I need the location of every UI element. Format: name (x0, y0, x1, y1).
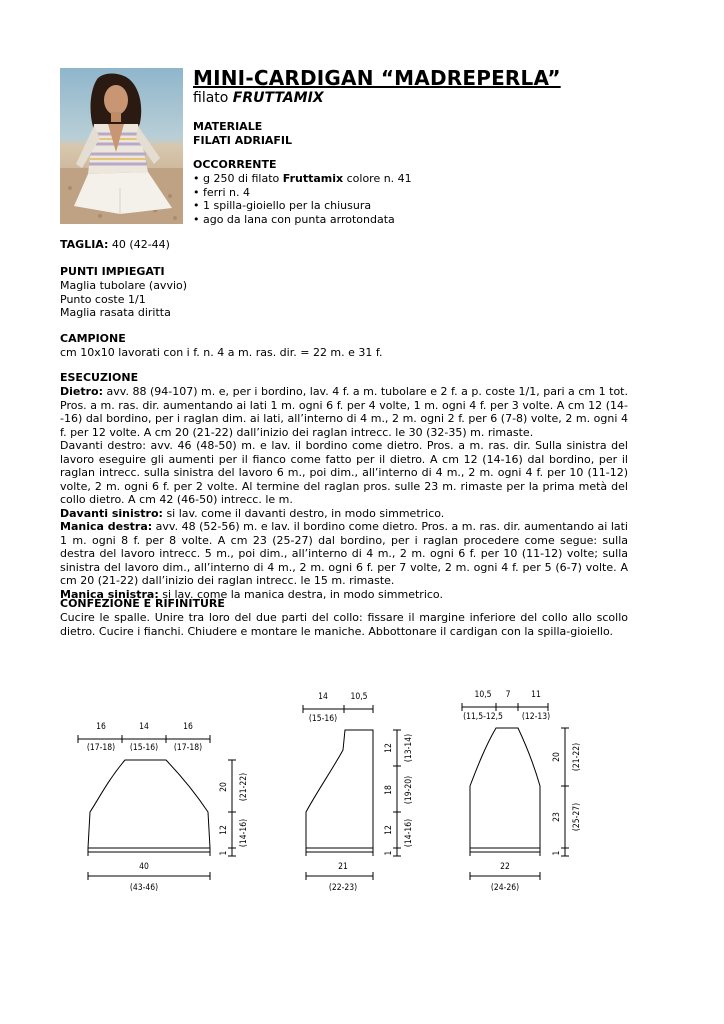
back-top-b-alt: (15-16) (129, 743, 159, 753)
sleeve-v-side: 23 (552, 812, 562, 822)
front-v-raglan: 18 (384, 785, 394, 795)
campione-text: cm 10x10 lavorati con i f. n. 4 a m. ras. dir. = 22 m. e 31 f. (60, 346, 383, 359)
materiale-heading: MATERIALE (193, 120, 263, 133)
back-top-a: 16 (96, 722, 106, 732)
sleeve-bottom-alt: (24-26) (490, 883, 520, 893)
front-v-collar: 12 (384, 743, 394, 753)
back-bottom-alt: (43-46) (129, 883, 159, 893)
subtitle-prefix: filato (193, 90, 233, 106)
sleeve-top-c: 11 (531, 690, 541, 700)
back-v-raglan-alt: (21-22) (239, 772, 249, 802)
confezione-text: Cucire le spalle. Unire tra loro del due parti del collo: fissare il margine inferiore del collo allo scollo dietro. Cucire i fianchi. Chiudere e montare le maniche. Abbottonare il cardigan con la spilla-gioiello. (60, 611, 628, 638)
sleeve-v-side-alt: (25-27) (572, 802, 582, 832)
punti-item: Maglia rasata diritta (60, 306, 171, 320)
front-v-side: 12 (384, 825, 394, 835)
back-bottom: 40 (139, 862, 149, 872)
back-v-raglan: 20 (219, 782, 229, 792)
manica-destra-paragraph: Manica destra: avv. 48 (52-56) m. e lav. il bordino come dietro. Pros. a m. ras. dir. aumentando ai lati 1 m. ogni 8 f. per 8 volte. A cm 23 (25-27) dal bordino, per i raglan procedere come segue: sulla destra del lavoro intrecc. 5 m., poi dim., all’interno di 4 m., 2 m. ogni 6 f. per 10 (11-12) volte; sulla sinistra del lavoro dim., all’interno di 4 m., 2 m. ogni 6 f. per 7 volte, 2 m. ogni 4 f. per 5 (6-7) volte. A cm 20 (21-22) dall’inizio dei raglan intrecc. le 15 m. rimaste. (60, 520, 628, 587)
sleeve-piece-outline (470, 728, 540, 856)
front-top-b: 10,5 (350, 692, 368, 702)
front-piece-outline (306, 730, 373, 856)
front-top-a: 14 (318, 692, 328, 702)
occorrente-item: • ferri n. 4 (193, 185, 250, 199)
front-v-raglan-alt: (19-20) (404, 775, 414, 805)
sleeve-top-c-alt: (12-13) (521, 712, 551, 722)
back-top-c-alt: (17-18) (173, 743, 203, 753)
front-v-collar-alt: (13-14) (404, 733, 414, 763)
front-top-a-alt: (15-16) (308, 714, 338, 724)
sleeve-top-b: 7 (505, 690, 511, 700)
front-v-rib: 1 (384, 850, 394, 856)
back-top-a-alt: (17-18) (86, 743, 116, 753)
back-piece-outline (88, 760, 210, 856)
sleeve-v-rib: 1 (552, 850, 562, 856)
punti-heading: PUNTI IMPIEGATI (60, 265, 165, 278)
front-v-side-alt: (14-16) (404, 818, 414, 848)
occorrente-item: • 1 spilla-gioiello per la chiusura (193, 199, 372, 213)
occorrente-item: • g 250 di filato Fruttamix colore n. 41 (193, 172, 412, 185)
manica-sinistra-paragraph: Manica sinistra: si lav. come la manica destra, in modo simmetrico. (60, 587, 443, 601)
occorrente-heading: OCCORRENTE (193, 158, 277, 171)
materiale-brand: FILATI ADRIAFIL (193, 134, 293, 147)
front-bottom-alt: (22-23) (328, 883, 358, 893)
front-bottom: 21 (338, 862, 348, 872)
confezione-heading: CONFEZIONE E RIFINITURE (60, 597, 225, 610)
taglia-label: TAGLIA: (60, 238, 109, 251)
yarn-name: FRUTTAMIX (232, 90, 324, 106)
punti-item: Maglia tubolare (avvio) (60, 279, 188, 292)
back-v-side-alt: (14-16) (239, 818, 249, 848)
davanti-sinistro-paragraph: Davanti sinistro: si lav. come il davanti destro, in modo simmetrico. (60, 506, 445, 520)
back-v-rib: 1 (219, 850, 229, 856)
pattern-title: MINI-CARDIGAN “MADREPERLA” (193, 66, 561, 90)
esecuzione-heading: ESECUZIONE (60, 371, 139, 384)
back-top-c: 16 (183, 722, 193, 732)
back-v-side: 12 (219, 825, 229, 835)
taglia-value: 40 (42-44) (108, 238, 170, 251)
back-top-b: 14 (139, 722, 149, 732)
sleeve-bottom: 22 (500, 862, 510, 872)
sleeve-v-raglan-alt: (21-22) (572, 742, 582, 772)
campione-heading: CAMPIONE (60, 332, 126, 345)
punti-item: Punto coste 1/1 (60, 292, 146, 306)
sleeve-top-a: 10,5 (474, 690, 492, 700)
sleeve-top-a-alt: (11,5-12,5 (463, 712, 503, 722)
occorrente-item: • ago da lana con punta arrotondata (193, 212, 395, 226)
davanti-destro-paragraph: Davanti destro: avv. 46 (48-50) m. e lav. il bordino come dietro. Pros. a m. ras. dir. Sulla sinistra del lavoro eseguire gli aumenti per il fianco come fatto per il dietro. A cm 12 (14-16) dal bordino, per il raglan intrecc. sulla sinistra del lavoro 6 m., poi dim., all’interno di 4 m., 2 m. ogni 4 f. per 10 (11-12) volte, 2 m. ogni 6 f. per 2 volte. Al termine del raglan pros. sulle 23 m. rimaste per la prima metà del collo dietro. A cm 42 (46-50) intrecc. le m. (60, 439, 628, 506)
dietro-paragraph: Dietro: avv. 88 (94-107) m. e, per i bordino, lav. 4 f. a m. tubolare e 2 f. a p. coste 1/1, pari a cm 1 tot. Pros. a m. ras. dir. aumentando ai lati 1 m. ogni 6 f. per 4 volte, 1 m. ogni 4 f. per 3 volte. A cm 12 (14--16) dal bordino, per i raglan dim. ai lati, all’interno di 4 m., 2 m. ogni 2 f. per 6 (7-8) volte, 2 m. ogni 4 f. per 12 volte. A cm 20 (21-22) dall’inizio dei raglan intrecc. le 30 (32-35) m. rimaste. (60, 385, 628, 439)
sleeve-v-raglan: 20 (552, 752, 562, 762)
